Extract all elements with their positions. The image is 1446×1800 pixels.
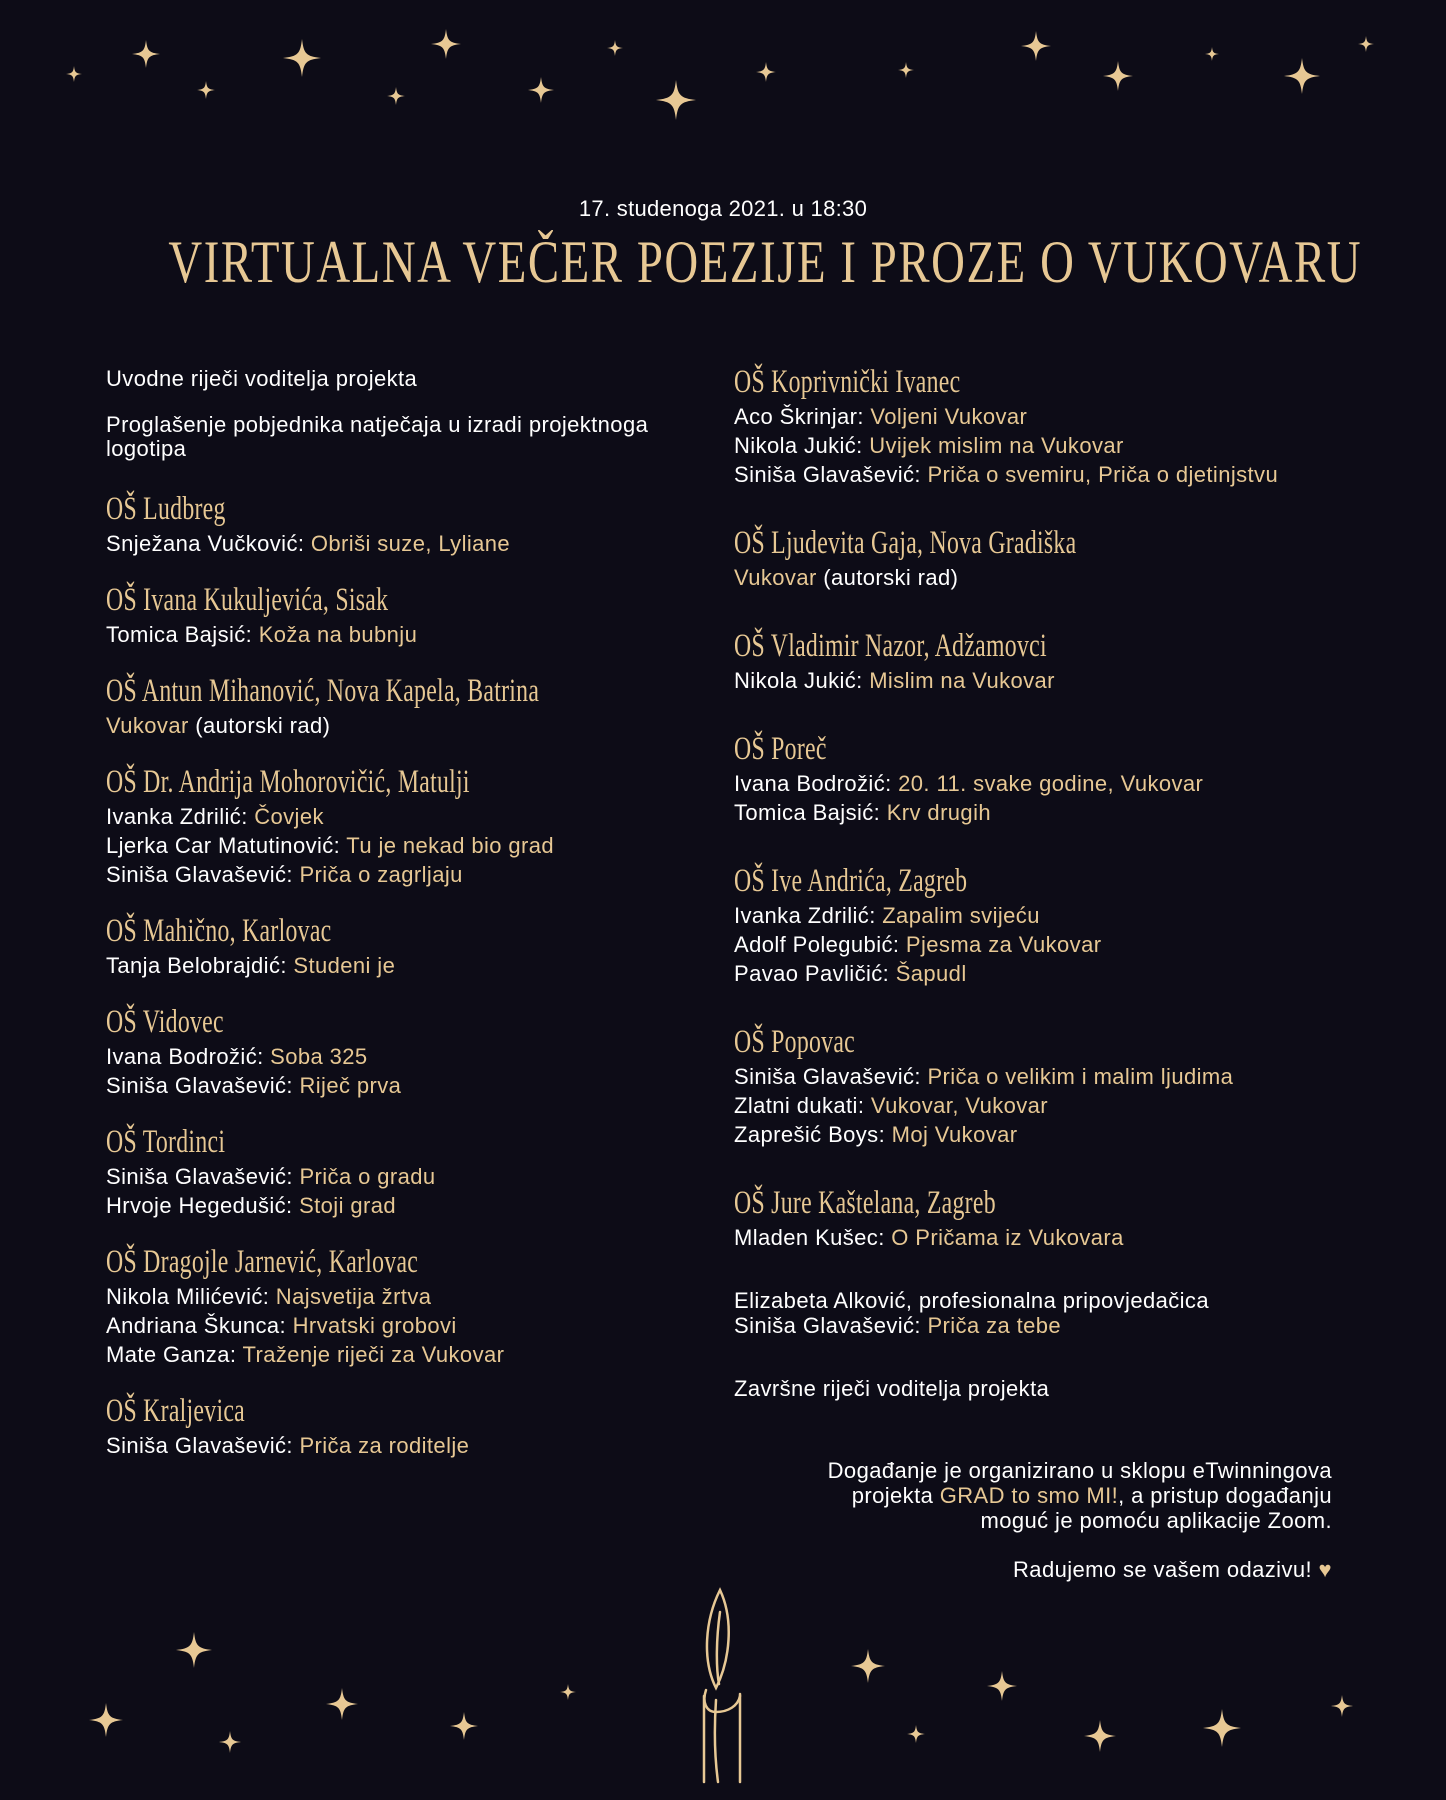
entry-author: Hrvoje Hegedušić: <box>106 1193 300 1218</box>
sparkle-star-icon <box>528 77 554 103</box>
school-name: OŠ Dragojle Jarnević, Karlovac <box>106 1244 419 1280</box>
entry-work: Priča o zagrljaju <box>299 862 463 887</box>
school-block <box>106 491 706 558</box>
sparkle-star-icon <box>176 1632 212 1668</box>
school-block <box>106 673 706 740</box>
entry-author: Zaprešić Boys: <box>734 1122 892 1147</box>
entry-work: Riječ prva <box>299 1073 402 1098</box>
storyteller-line: Elizabeta Alković, profesionalna pripovjedačica <box>734 1288 1209 1313</box>
reading-entry <box>734 431 1374 460</box>
sparkle-star-icon <box>1103 61 1133 91</box>
entry-note: (autorski rad) <box>816 565 959 590</box>
entry-work: 20. 11. svake godine, Vukovar <box>898 771 1204 796</box>
reading-entry <box>106 711 706 740</box>
entry-work: O Pričama iz Vukovara <box>891 1225 1124 1250</box>
reading-entry <box>734 563 1374 592</box>
reading-entry <box>734 1223 1374 1252</box>
thanks-text <box>700 1557 1332 1582</box>
school-block <box>734 1024 1374 1149</box>
entry-work: Mislim na Vukovar <box>869 668 1055 693</box>
school-block <box>734 863 1374 988</box>
entry-work: Obriši suze, Lyliane <box>310 531 511 556</box>
reading-entry <box>106 1042 706 1071</box>
entry-author: Ivanka Zdrilić: <box>734 903 883 928</box>
entry-work: Pjesma za Vukovar <box>905 932 1102 957</box>
school-name: OŠ Popovac <box>734 1024 856 1060</box>
reading-entry <box>106 1162 706 1191</box>
school-name: OŠ Tordinci <box>106 1124 226 1160</box>
entry-author: Siniša Glavašević: <box>734 1064 928 1089</box>
sparkle-star-icon <box>1331 1695 1353 1717</box>
school-block <box>734 1185 1374 1252</box>
sparkle-star-icon <box>987 1671 1017 1701</box>
entry-work: Vukovar <box>106 713 189 738</box>
entry-author: Mate Ganza: <box>106 1342 243 1367</box>
entry-author: Aco Škrinjar: <box>734 404 871 429</box>
reading-entry <box>734 666 1374 695</box>
entry-author: Pavao Pavličić: <box>734 961 896 986</box>
sparkle-star-icon <box>1284 58 1320 94</box>
entry-work: Priča za tebe <box>927 1313 1062 1338</box>
sparkle-star-icon <box>907 1725 925 1743</box>
entry-author: Tomica Bajsić: <box>734 800 887 825</box>
entry-work: Vukovar <box>734 565 817 590</box>
entry-author: Tomica Bajsić: <box>106 622 259 647</box>
entry-work: Priča o velikim i malim ljudima <box>927 1064 1234 1089</box>
entry-work: Stoji grad <box>299 1193 397 1218</box>
entry-author: Nikola Jukić: <box>734 433 870 458</box>
sparkle-star-icon <box>756 62 776 82</box>
entry-author: Adolf Polegubić: <box>734 932 906 957</box>
entry-author: Ivana Bodrožić: <box>734 771 899 796</box>
storyteller-block <box>734 1288 1374 1338</box>
entry-work: Koža na bubnju <box>258 622 418 647</box>
sparkle-star-icon <box>1084 1720 1116 1752</box>
school-name: OŠ Vidovec <box>106 1004 224 1040</box>
sparkle-star-icon <box>89 1703 123 1737</box>
school-name: OŠ Jure Kaštelana, Zagreb <box>734 1185 996 1221</box>
reading-entry <box>734 901 1374 930</box>
sparkle-star-icon <box>851 1649 885 1683</box>
entry-author: Ljerka Car Matutinović: <box>106 833 347 858</box>
header <box>0 196 1446 297</box>
reading-entry <box>106 1282 706 1311</box>
info-line-3: moguć je pomoću aplikacije Zoom. <box>980 1508 1332 1533</box>
reading-entry <box>106 1071 706 1100</box>
school-name: OŠ Dr. Andrija Mohorovičić, Matulji <box>106 764 470 800</box>
entry-author: Snježana Vučković: <box>106 531 311 556</box>
candle-icon <box>704 1590 740 1782</box>
left-school-list <box>106 491 706 1460</box>
school-block <box>106 1393 706 1460</box>
reading-entry <box>106 831 706 860</box>
reading-entry <box>106 529 706 558</box>
reading-entry <box>734 930 1374 959</box>
entry-author: Siniša Glavašević: <box>106 1164 300 1189</box>
school-block <box>734 731 1374 827</box>
thanks-label: Radujemo se vašem odazivu! <box>1013 1557 1319 1582</box>
entry-author: Tanja Belobrajdić: <box>106 953 294 978</box>
sparkle-star-icon <box>450 1712 478 1740</box>
entry-author: Siniša Glavašević: <box>106 1073 300 1098</box>
school-name: OŠ Ljudevita Gaja, Nova Gradiška <box>734 525 1077 561</box>
entry-author: Nikola Jukić: <box>734 668 870 693</box>
school-block <box>106 764 706 889</box>
reading-entry <box>734 1091 1374 1120</box>
storyteller-entry <box>734 1313 1374 1338</box>
reading-entry <box>734 769 1374 798</box>
entry-work: Čovjek <box>254 804 324 829</box>
entry-work: Tu je nekad bio grad <box>346 833 555 858</box>
entry-work: Priča o gradu <box>299 1164 436 1189</box>
school-name: OŠ Ludbreg <box>106 491 226 527</box>
entry-work: Hrvatski grobovi <box>292 1313 457 1338</box>
school-block <box>734 364 1374 489</box>
school-block <box>106 1004 706 1100</box>
entry-work: Šapudl <box>895 961 967 986</box>
reading-entry <box>734 1120 1374 1149</box>
school-name: OŠ Koprivnički Ivanec <box>734 364 961 400</box>
school-name: OŠ Mahično, Karlovac <box>106 913 332 949</box>
sparkle-star-icon <box>1205 47 1219 61</box>
sparkle-star-icon <box>1358 36 1374 52</box>
reading-entry <box>106 1191 706 1220</box>
school-block <box>106 1244 706 1369</box>
school-name: OŠ Vladimir Nazor, Adžamovci <box>734 628 1047 664</box>
project-name: GRAD to smo MI! <box>939 1483 1119 1508</box>
right-school-list <box>734 364 1374 1252</box>
reading-entry <box>734 798 1374 827</box>
info-line-2 <box>700 1483 1332 1508</box>
page-title: VIRTUALNA VEČER POEZIJE I PROZE O VUKOVARU <box>168 229 1363 295</box>
sparkle-star-icon <box>656 80 696 120</box>
entry-author: Zlatni dukati: <box>734 1093 871 1118</box>
event-date: 17. studenoga 2021. u 18:30 <box>578 196 868 221</box>
info-line-1: Događanje je organizirano u sklopu eTwinningova <box>827 1458 1332 1483</box>
sparkle-star-icon <box>1021 31 1051 61</box>
sparkle-star-icon <box>326 1688 358 1720</box>
sparkle-star-icon <box>197 81 215 99</box>
reading-entry <box>734 460 1374 489</box>
entry-work: Moj Vukovar <box>891 1122 1018 1147</box>
sparkle-star-icon <box>219 1731 241 1753</box>
reading-entry <box>106 1431 706 1460</box>
school-block <box>106 1124 706 1220</box>
school-block <box>734 525 1374 592</box>
school-name: OŠ Kraljevica <box>106 1393 246 1429</box>
entry-work: Soba 325 <box>270 1044 368 1069</box>
entry-note: (autorski rad) <box>188 713 331 738</box>
entry-work: Zapalim svijeću <box>882 903 1040 928</box>
info-line-2-prefix: projekta <box>851 1483 940 1508</box>
entry-author: Andriana Škunca: <box>106 1313 293 1338</box>
sparkle-star-icon <box>66 66 82 82</box>
event-info <box>700 1458 1332 1582</box>
entry-work: Priča za roditelje <box>299 1433 470 1458</box>
program-left-column <box>106 364 706 1484</box>
school-name: OŠ Ivana Kukuljevića, Sisak <box>106 582 389 618</box>
sparkle-star-icon <box>132 40 160 68</box>
entry-work: Studeni je <box>293 953 396 978</box>
sparkle-star-icon <box>898 62 914 78</box>
sparkle-star-icon <box>283 39 321 77</box>
entry-author: Siniša Glavašević: <box>106 862 300 887</box>
entry-work: Vukovar, Vukovar <box>870 1093 1049 1118</box>
entry-author: Siniša Glavašević: <box>106 1433 300 1458</box>
entry-work: Najsvetija žrtva <box>275 1284 432 1309</box>
reading-entry <box>106 1340 706 1369</box>
school-block <box>734 628 1374 695</box>
reading-entry <box>106 860 706 889</box>
sparkle-star-icon <box>607 40 623 56</box>
award-text: Proglašenje pobjednika natječaja u izradi projektnoga logotipa <box>106 412 649 461</box>
entry-work: Krv drugih <box>886 800 991 825</box>
school-name: OŠ Poreč <box>734 731 827 767</box>
school-name: OŠ Antun Mihanović, Nova Kapela, Batrina <box>106 673 540 709</box>
closing-text: Završne riječi voditelja projekta <box>734 1376 1050 1401</box>
reading-entry <box>106 951 706 980</box>
school-name: OŠ Ive Andrića, Zagreb <box>734 863 968 899</box>
entry-author: Ivana Bodrožić: <box>106 1044 271 1069</box>
program-right-column <box>734 364 1374 1403</box>
reading-entry <box>734 402 1374 431</box>
entry-author: Siniša Glavašević: <box>734 462 928 487</box>
intro-text: Uvodne riječi voditelja projekta <box>106 366 418 391</box>
sparkle-star-icon <box>431 29 461 59</box>
reading-entry <box>734 1062 1374 1091</box>
entry-work: Uvijek mislim na Vukovar <box>869 433 1124 458</box>
entry-work: Traženje riječi za Vukovar <box>242 1342 505 1367</box>
reading-entry <box>106 1311 706 1340</box>
reading-entry <box>734 959 1374 988</box>
info-line-2-suffix: , a pristup događanju <box>1118 1483 1332 1508</box>
entry-work: Voljeni Vukovar <box>870 404 1028 429</box>
entry-author: Nikola Milićević: <box>106 1284 276 1309</box>
heart-icon: ♥ <box>1318 1557 1332 1582</box>
entry-author: Ivanka Zdrilić: <box>106 804 255 829</box>
sparkle-star-icon <box>560 1684 576 1700</box>
sparkle-star-icon <box>387 87 405 105</box>
school-block <box>106 913 706 980</box>
school-block <box>106 582 706 649</box>
entry-author: Mladen Kušec: <box>734 1225 892 1250</box>
sparkle-star-icon <box>1203 1709 1241 1747</box>
reading-entry <box>106 620 706 649</box>
reading-entry <box>106 802 706 831</box>
entry-author: Siniša Glavašević: <box>734 1313 928 1338</box>
entry-work: Priča o svemiru, Priča o djetinjstvu <box>927 462 1279 487</box>
